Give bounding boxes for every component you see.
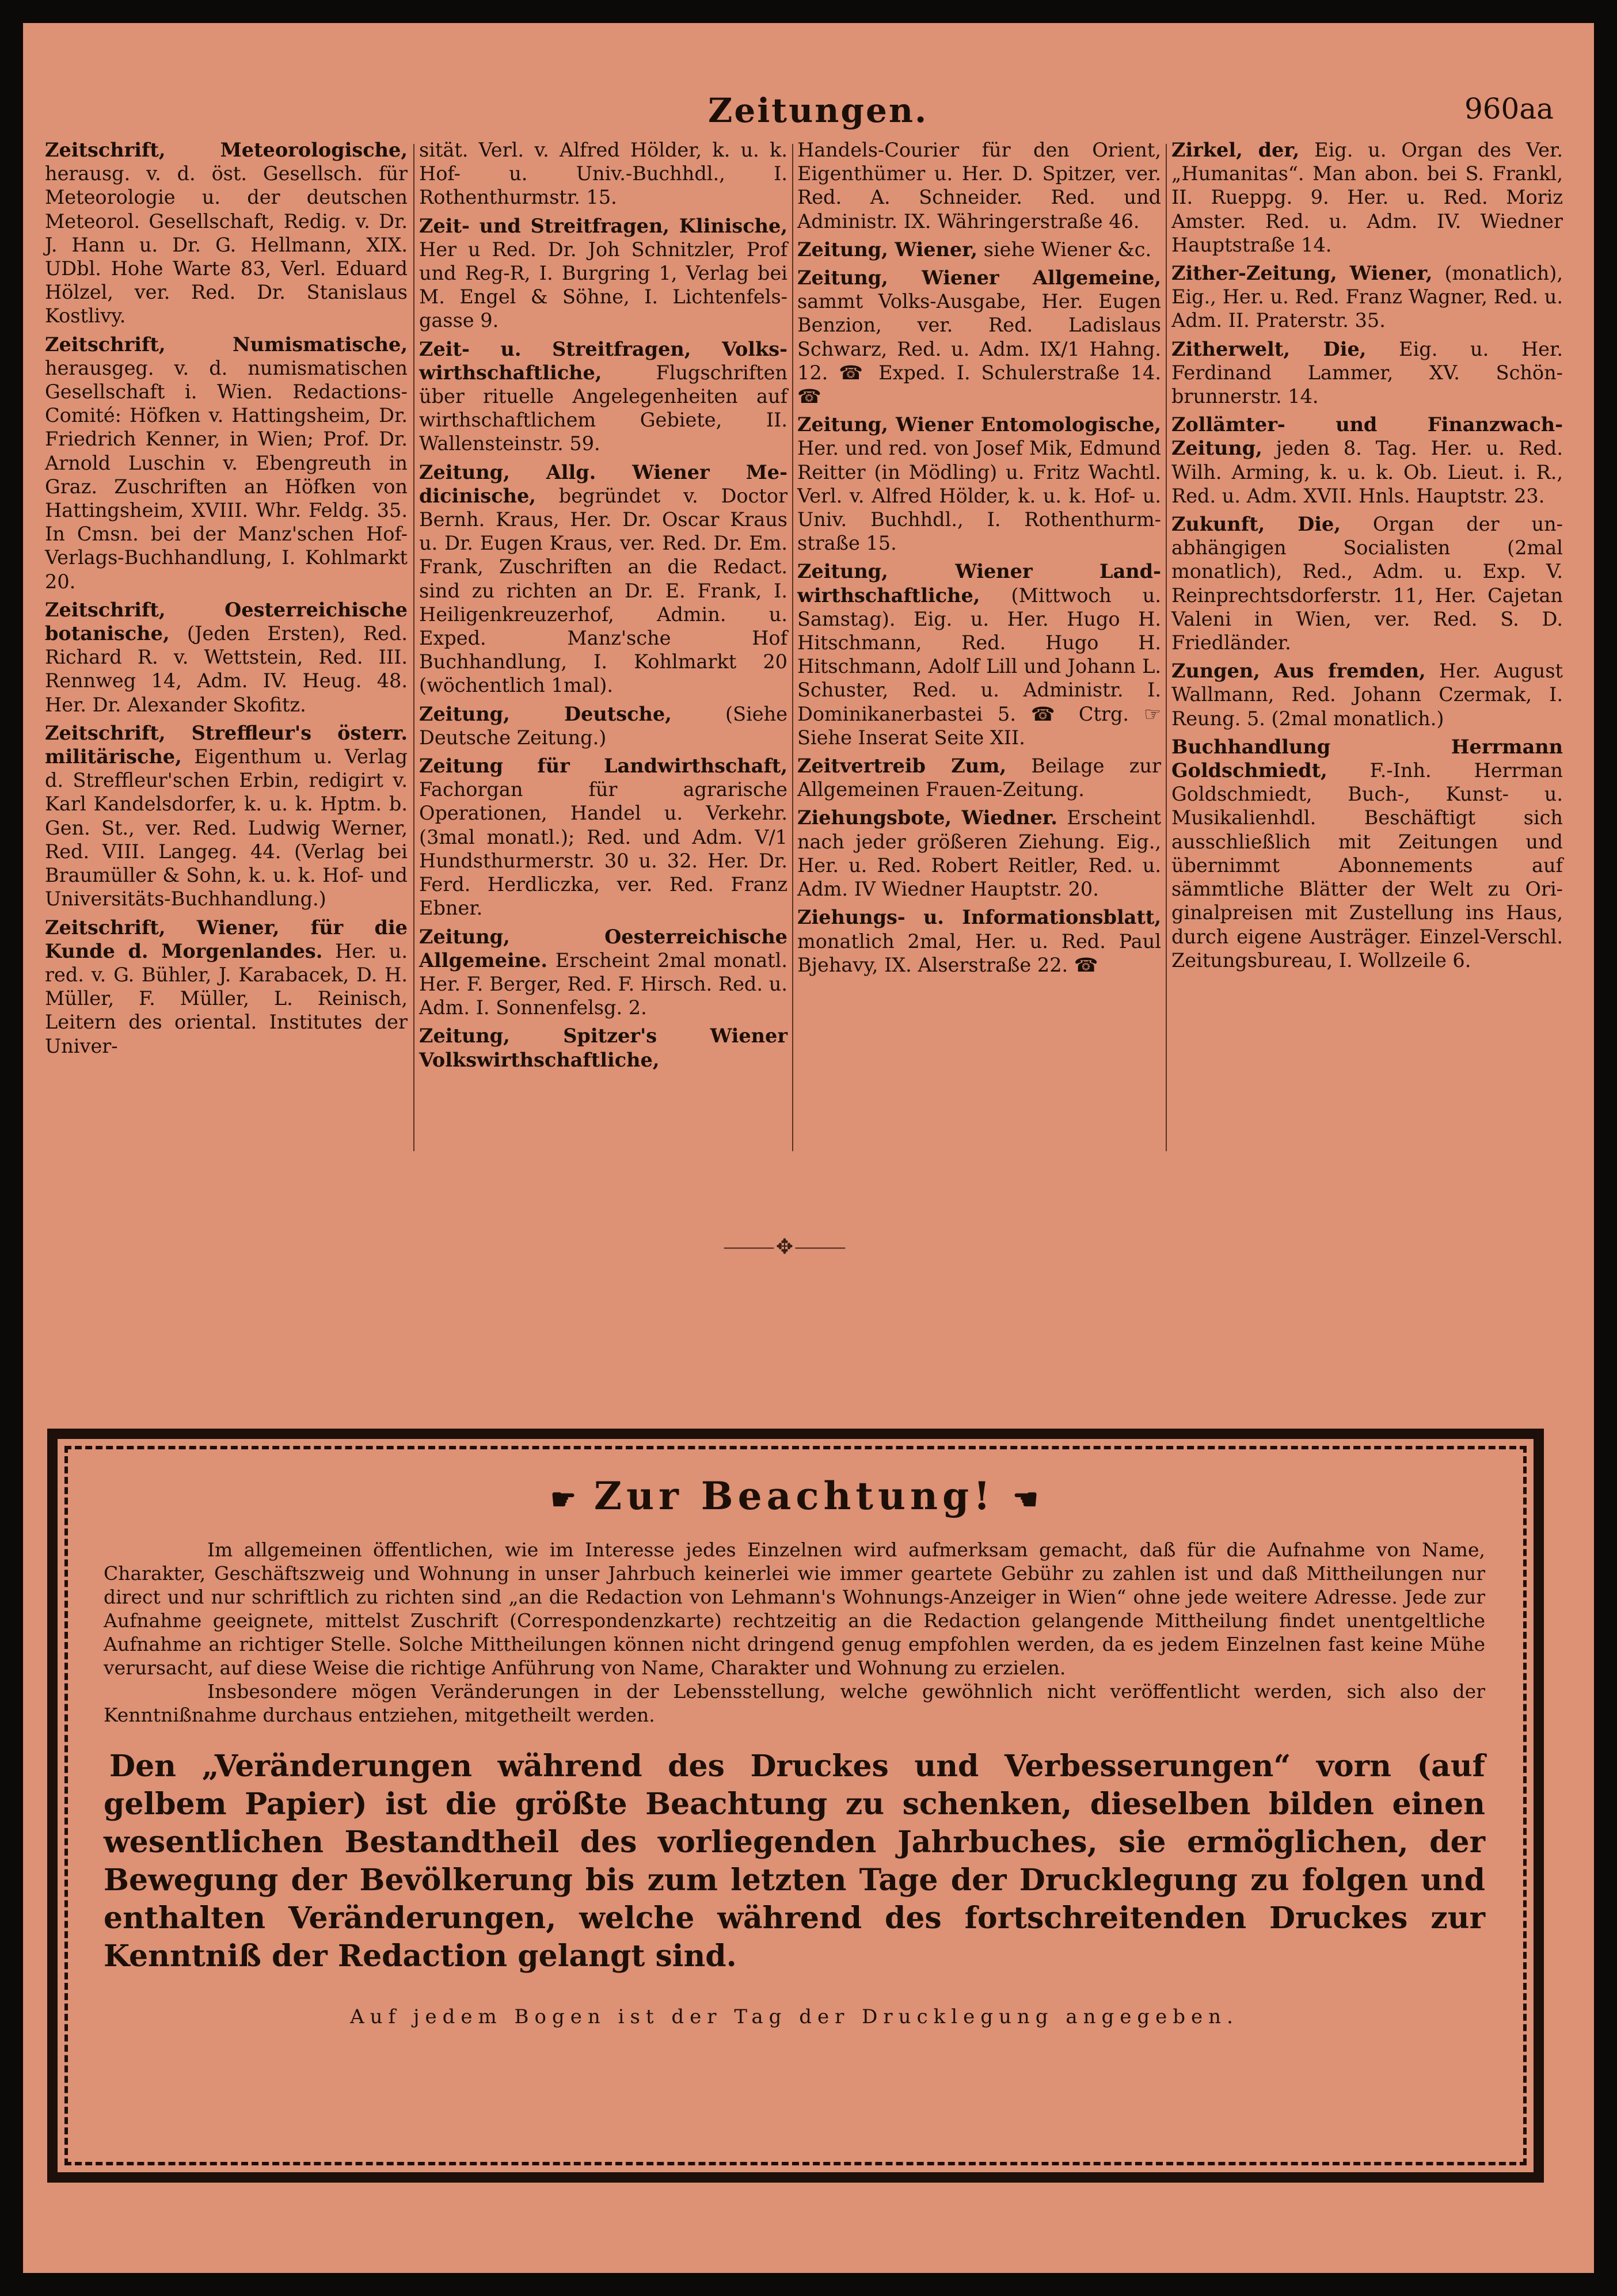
directory-entry [797, 138, 1161, 233]
directory-entry [419, 460, 787, 698]
entry-heading: Zeitschrift, Numismatische, [45, 333, 408, 356]
entry-heading: Zirkel, der, [1171, 139, 1300, 161]
entry-text: Erscheint 2mal monatl. Her. F. Berger, Red. F. Hirsch. Red. u. Adm. I. Sonnenfelsg. 2. [419, 949, 787, 1019]
directory-entry [419, 214, 787, 333]
directory-entry [1171, 261, 1563, 333]
page-title: Zeitungen. [708, 91, 929, 130]
directory-entry [797, 806, 1161, 901]
notice-content [104, 1473, 1485, 2028]
directory-entry [797, 413, 1161, 555]
entry-heading: Zeitvertreib Zum, [797, 755, 1007, 778]
directory-entry [419, 337, 787, 456]
entry-heading: Zeitung, Wiener Landwirthschaftliche, [797, 560, 1161, 607]
directory-entry [1171, 138, 1563, 257]
entry-heading: Ziehungs- u. Informationsblatt, [797, 906, 1161, 929]
directory-entry [419, 925, 787, 1020]
pointing-hand-left-icon: ☚ [1013, 1482, 1038, 1516]
page-number: 960aa [1464, 92, 1554, 125]
entry-text: Erscheint nach jeder größeren Ziehung. Eig., Her. u. Red. Robert Reitler, Red. u. Adm. IV Wiedner Hauptstr. 20. [797, 806, 1161, 901]
directory-entry [419, 138, 787, 210]
notice-paragraph-2: Insbesondere mögen Veränderungen in der Lebensstellung, welche gewöhnlich nicht veröffentlicht werden, sich also der Kenntnißnahme durchaus entziehen, mitgetheilt werden. [104, 1680, 1485, 1726]
entry-text: (Siehe Deutsche Zeitung.) [419, 702, 788, 749]
entry-text: herausg. v. d. öst. Gesellsch. für Meteorologie u. der deutschen Meteorol. Gesellschaft, Redig. v. Dr. J. Hann u. Dr. G. Hellmann, XIX. UDbl. Hohe Warte 83, Verl. Eduard Hölzel, ver. Red. Dr. Stanislaus Kostlivy. [45, 162, 408, 328]
entry-heading: Zither-Zeitung, Wiener, [1171, 262, 1433, 285]
entry-text: F.-Inh. Herrman Goldschmiedt, Buch-, Kunst- u. Musikalienhdl. Beschäftigt sich ausschließlich mit Zeitungen und übernimmt Abonnements auf sämmtliche Blätter der Welt zu Originalpreisen mit Zustellung ins Haus, durch eigene Austräger. Einzel-Verschl. Zeitungsbureau, I. Wollzeile 6. [1171, 759, 1563, 972]
directory-entry [1171, 659, 1563, 730]
column-3 [797, 138, 1161, 981]
entry-heading: Zeitschrift, Meteorologische, [45, 139, 408, 161]
entry-heading: Zeitung, Wiener Entomologische, [797, 413, 1161, 436]
page-header [23, 91, 1594, 137]
directory-entry [419, 702, 787, 749]
entry-text: Fachorgan für agrarische Operationen, Handel u. Verkehr. (3mal monatl.); Red. und Adm. V/1 Hundsthurmerstr. 30 u. 32. Her. Dr. Ferd. Herdliczka, ver. Red. Franz Ebner. [419, 778, 787, 920]
directory-entry [45, 721, 408, 911]
pointing-hand-right-icon: ☛ [550, 1482, 576, 1516]
entry-text: Her. u. red. v. G. Bühler, J. Karabacek, D. H. Müller, F. Müller, L. Reinisch, Leitern des oriental. Institutes der Univer- [45, 939, 408, 1057]
entry-text: Her. August Wallmann, Red. Johann Czermak, I. Reung. 5. (2mal monatlich.) [1171, 660, 1563, 730]
entry-heading: Zeitung, Oesterreichische Allgemeine. [419, 925, 787, 972]
column-2 [419, 138, 787, 1076]
entry-text: Eigenthum u. Verlag d. Streffleur'schen Erbin, redigirt v. Karl Kandelsdorfer, k. u. k. Hptm. b. Gen. St., ver. Red. Ludwig Werner, Red. VIII. Langeg. 44. (Verlag bei Braumüller & Sohn, k. u. k. Hof- und Universitäts-Buchhandlung.) [45, 745, 408, 911]
entry-text: (Mittwoch u. Samstag). Eig. u. Her. Hugo H. Hitschmann, Red. Hugo H. Hitschmann, Adolf Lill und Johann L. Schuster, Red. u. Administr. I. Dominikanerbastei 5. ☎ Ctrg. ☞ Siehe Inserat Seite XII. [797, 584, 1161, 749]
entry-heading: Zukunft, Die, [1171, 513, 1341, 536]
entry-text: Flugschriften über rituelle Angelegenheiten auf wirthschaftlichem Gebiete, II. Wallensteinstr. 59. [419, 361, 787, 455]
entry-heading: Zeitung, Wiener Allgemeine, [797, 266, 1161, 290]
entry-heading: Zeitschrift, Oesterreichische botanische, [45, 598, 408, 645]
entry-heading: Zeitung, Wiener, [797, 238, 978, 261]
entry-heading: Zeitung, Spitzer's Wiener Volkswirthschaftliche, [419, 1025, 787, 1071]
notice-box [47, 1429, 1544, 2183]
entry-text: siehe Wiener &c. [977, 238, 1152, 261]
notice-footer: Auf jedem Bogen ist der Tag der Drucklegung angegeben. [350, 2005, 1239, 2028]
entry-text: monatlich 2mal, Her. u. Red. Paul Bjehavy, IX. Alserstraße 22. ☎ [797, 930, 1161, 976]
directory-entry [45, 598, 408, 717]
entry-text: Organ der unabhängigen Socialisten (2mal monatlich), Red., Adm. u. Exp. V. Reinprechtsdorferstr. 11, Her. Cajetan Valeni in Wien, ver. Red. S. D. Friedländer. [1171, 513, 1563, 654]
column-rule [792, 144, 793, 1151]
directory-entry [797, 238, 1161, 261]
directory-entry [797, 754, 1161, 801]
entry-heading: Zeitung für Landwirthschaft, [419, 755, 787, 778]
notice-title-row [104, 1473, 1485, 1518]
entry-heading: Zitherwelt, Die, [1171, 337, 1367, 360]
directory-entry [419, 1024, 787, 1071]
entry-heading: Zeit- u. Streitfragen, Volkswirthschaftliche, [419, 337, 787, 384]
entry-text: jeden 8. Tag. Her. u. Red. Wilh. Arming, k. u. k. Ob. Lieut. i. R., Red. u. Adm. XVII. Hnls. Hauptstr. 23. [1171, 437, 1563, 507]
column-rule [1166, 144, 1167, 1151]
notice-emphasis: Den „Veränderungen während des Druckes und Verbesserungen“ vorn (auf gelbem Papier) ist die größte Beachtung zu schenken, dieselben bilden einen wesentlichen Bestandtheil des vorliegenden Jahrbuches, sie ermöglichen, der Bewegung der Bevölkerung bis zum letzten Tage der Drucklegung zu folgen und enthalten Veränderungen, welche während des fortschreitenden Druckes zur Kenntniß der Redaction gelangt sind. [104, 1749, 1485, 1974]
directory-entry [1171, 413, 1563, 508]
notice-title: Zur Beachtung! [593, 1473, 995, 1518]
entry-text: Handels-Courier für den Orient, Eigenthümer u. Her. D. Spitzer, ver. Red. A. Schneider. Red. und Administr. IX. Währingerstraße 46. [797, 139, 1161, 233]
entry-heading: Buchhandlung Herrmann Goldschmiedt, [1171, 735, 1563, 782]
column-rule [413, 144, 414, 1151]
entry-text: (monatlich), Eig., Her. u. Red. Franz Wagner, Red. u. Adm. II. Praterstr. 35. [1171, 262, 1563, 332]
directory-entry [797, 559, 1161, 749]
directory-entry [1171, 512, 1563, 654]
directory-entry [1171, 735, 1563, 972]
entry-text: Eig. u. Organ des Ver. „Humanitas“. Man abon. bei S. Frankl, II. Rueppg. 9. Her. u. Red. Moriz Amster. Red. u. Adm. IV. Wiedner Hauptstraße 14. [1171, 139, 1563, 256]
entry-heading: Zungen, Aus fremden, [1171, 660, 1426, 683]
entry-text: herausgeg. v. d. numismatischen Gesellschaft i. Wien. Redactions-Comité: Höfken v. Hattingsheim, Dr. Friedrich Kenner, in Wien; Prof. Dr. Arnold Luschin v. Ebengreuth in Graz. Zuschriften an Höfken von Hattingsheim, XVIII. Whr. Feldg. 35. In Cmsn. bei der Manz'schen Hof-Verlags-Buchhandlung, I. Kohlmarkt 20. [45, 356, 408, 593]
directory-entry [797, 905, 1161, 977]
entry-heading: Zeitschrift, Wiener, für die Kunde d. Morgenlandes. [45, 916, 408, 962]
entry-text: Beilage zur Allgemeinen Frauen-Zeitung. [797, 755, 1161, 801]
entry-text: Her u Red. Dr. Joh Schnitzler, Prof und Reg-R, I. Burgring 1, Verlag bei M. Engel & Söhne, I. Lichtenfelsgasse 9. [419, 238, 787, 332]
entry-text: sität. Verl. v. Alfred Hölder, k. u. k. Hof- u. Univ.-Buchhdl., I. Rothenthurmstr. 15. [419, 139, 787, 209]
column-4 [1171, 138, 1563, 977]
directory-entry [797, 266, 1161, 408]
entry-heading: Zollämter- und Finanzwach-Zeitung, [1171, 413, 1563, 460]
entry-heading: Zeitung, Allg. Wiener Medicinische, [419, 460, 787, 507]
entry-heading: Zeit- und Streitfragen, Klinische, [419, 214, 787, 237]
entry-text: Eig. u. Her. Ferdinand Lammer, XV. Schönbrunnerstr. 14. [1171, 337, 1563, 408]
column-1 [45, 138, 408, 1063]
entry-heading: Ziehungsbote, Wiedner. [797, 806, 1057, 829]
entry-text: Her. und red. von Josef Mik, Edmund Reitter (in Mödling) u. Fritz Wachtl. Verl. v. Alfred Hölder, k. u. k. Hof- u. Univ. Buchhdl., I. Rothenthurmstraße 15. [797, 437, 1161, 555]
page [23, 23, 1594, 2273]
entry-text: (Jeden Ersten), Red. Richard R. v. Wettstein, Red. III. Rennweg 14, Adm. IV. Heug. 48. Her. Dr. Alexander Skofitz. [45, 622, 408, 716]
ornament-divider: ⸻✥⸻ [723, 1235, 847, 1259]
directory-entry [45, 916, 408, 1058]
directory-entry [45, 333, 408, 593]
entry-heading: Zeitung, Deutsche, [419, 702, 672, 725]
directory-entry [419, 754, 787, 920]
entry-text: sammt Volks-Ausgabe, Her. Eugen Benzion, ver. Red. Ladislaus Schwarz, Red. u. Adm. IX/1 Hahng. 12. ☎ Exped. I. Schulerstraße 14. ☎ [797, 290, 1161, 408]
entry-heading: Zeitschrift, Streffleur's österr. militärische, [45, 721, 408, 768]
notice-paragraph-1: Im allgemeinen öffentlichen, wie im Interesse jedes Einzelnen wird aufmerksam gemacht, daß für die Aufnahme von Name, Charakter, Geschäftszweig und Wohnung in unser Jahrbuch keinerlei wie immer geartete Gebühr zu zahlen ist und daß Mittheilungen nur direct und nur schriftlich zu richten sind „an die Redaction von Lehmann's Wohnungs-Anzeiger in Wien“ ohne jede weitere Adresse. Jede zur Aufnahme geeignete, mittelst Zuschrift (Correspondenzkarte) rechtzeitig an die Redaction gelangende Mittheilung findet unentgeltliche Aufnahme an richtiger Stelle. Solche Mittheilungen können nicht dringend genug empfohlen werden, da es jedem Einzelnen fast keine Mühe verursacht, auf diese Weise die richtige Anführung von Name, Charakter und Wohnung zu erzielen. [104, 1539, 1485, 1679]
directory-entry [1171, 337, 1563, 409]
entry-text: begründet v. Doctor Bernh. Kraus, Her. Dr. Oscar Kraus u. Dr. Eugen Kraus, ver. Red. Dr. Em. Frank, Zuschriften an die Redact. sind zu richten an Dr. E. Frank, I. Heiligenkreuzerhof, Admin. u. Exped. Manz'sche Hof Buchhandlung, I. Kohlmarkt 20 (wöchentlich 1mal). [419, 484, 787, 697]
directory-entry [45, 138, 408, 328]
